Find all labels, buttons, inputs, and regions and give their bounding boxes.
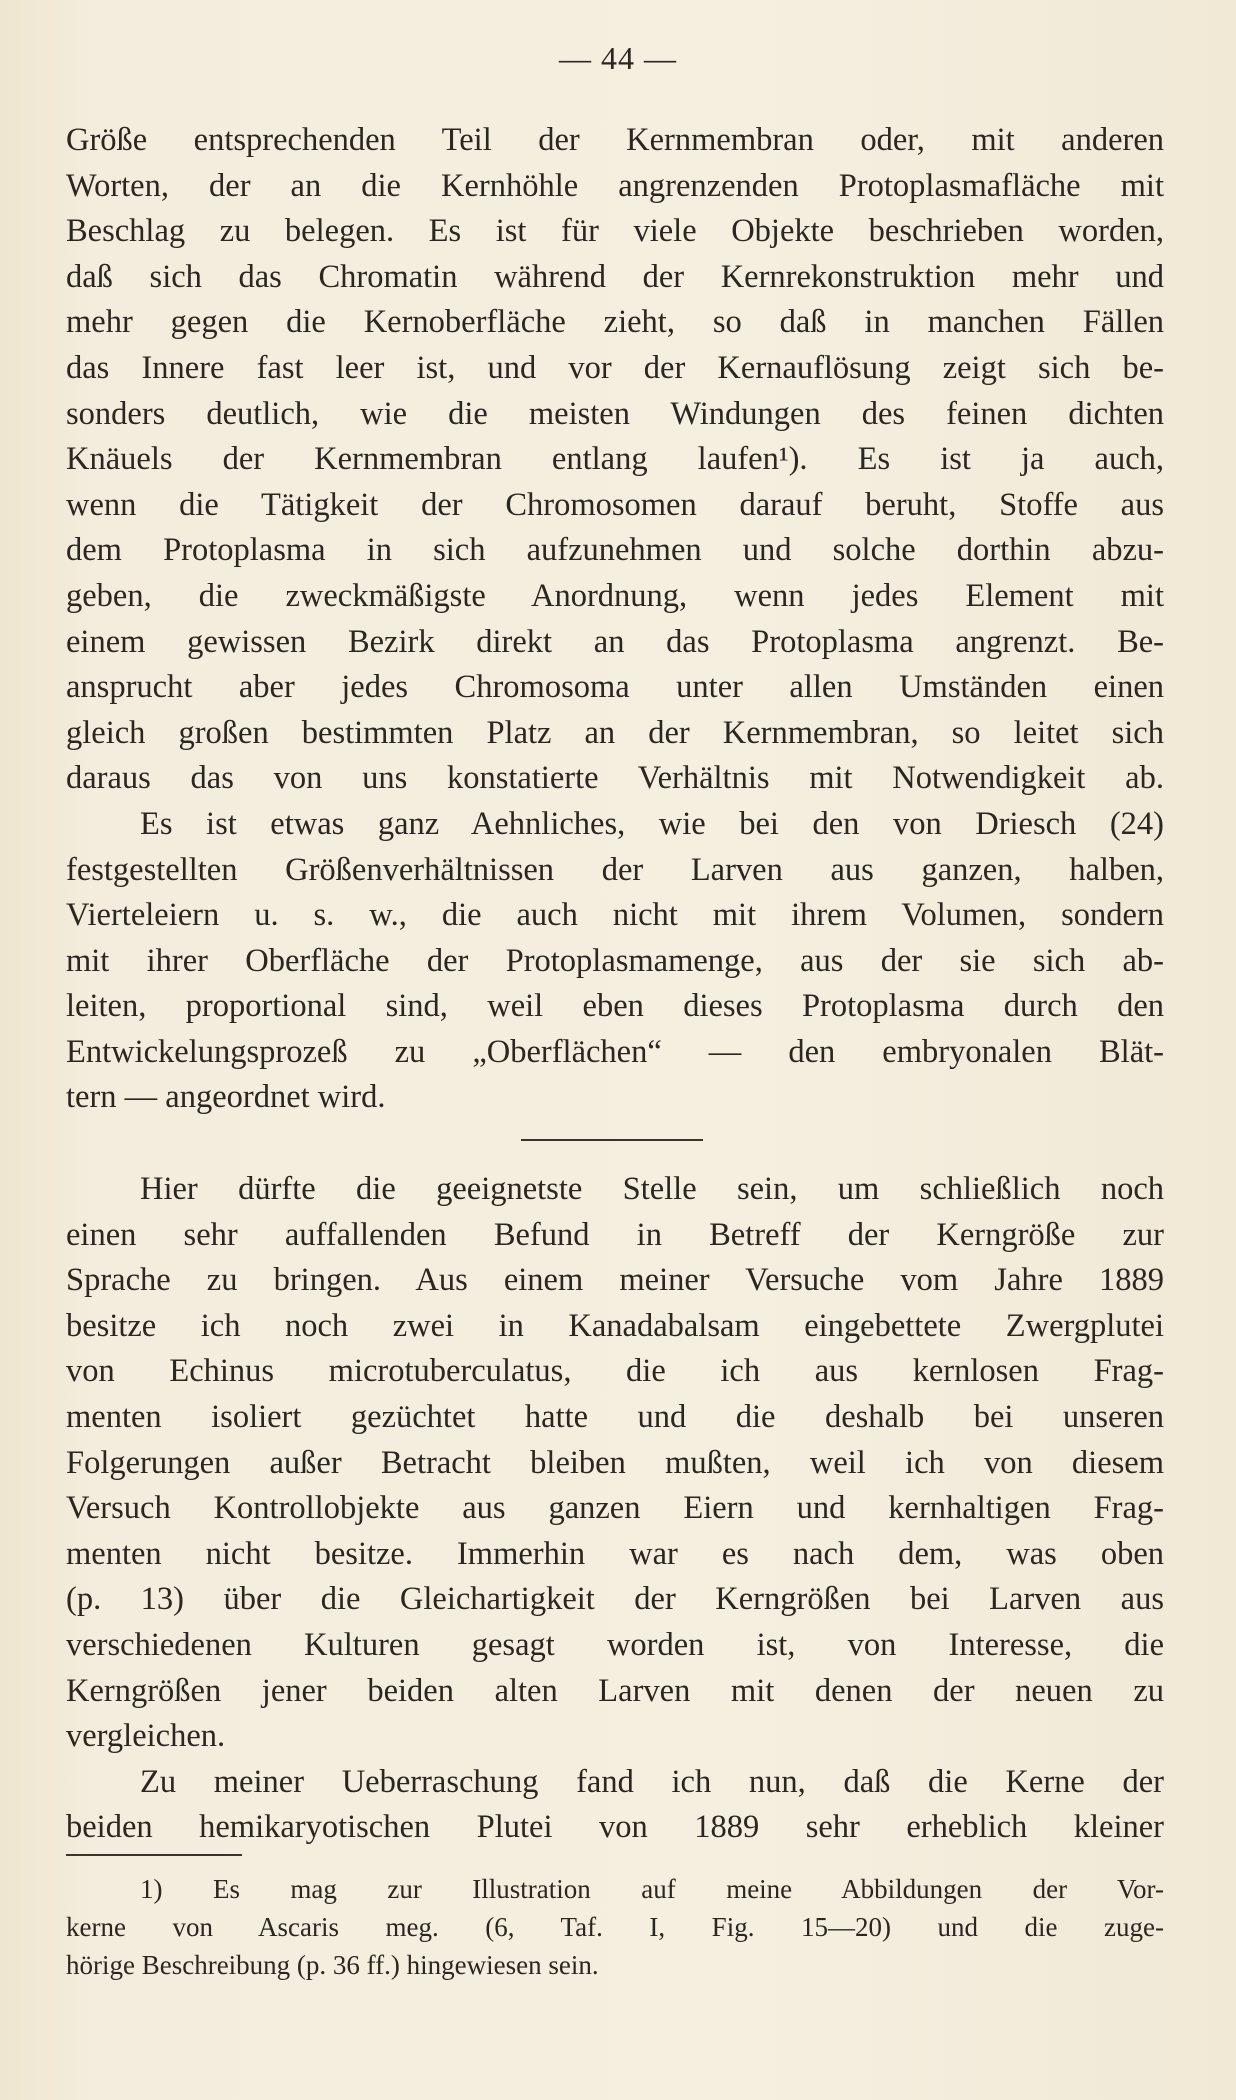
paragraph <box>66 1760 1164 1851</box>
text-block-upper <box>66 118 1164 1121</box>
text-line: gleich großen bestimmten Platz an der Kernmembran, so leitet sich <box>66 714 1164 751</box>
text-line: wenn die Tätigkeit der Chromosomen darauf beruht, Stoffe aus <box>66 486 1164 523</box>
text-line: von Echinus microtuberculatus, die ich aus kernlosen Frag- <box>66 1353 1164 1390</box>
text-line: einem gewissen Bezirk direkt an das Protoplasma angrenzt. Be- <box>66 623 1164 660</box>
text-line: Es ist etwas ganz Aehnliches, wie bei den von Driesch (24) <box>140 805 1164 842</box>
text-line: Entwickelungsprozeß zu „Oberflächen“ — den embryonalen Blät- <box>66 1033 1164 1070</box>
text-line: Folgerungen außer Betracht bleiben mußten, weil ich von diesem <box>66 1444 1164 1481</box>
text-line: Knäuels der Kernmembran entlang laufen¹). Es ist ja auch, <box>66 441 1164 478</box>
text-line: Zu meiner Ueberraschung fand ich nun, daß die Kerne der <box>140 1763 1164 1800</box>
paragraph <box>66 118 1164 802</box>
text-line: Kerngrößen jener beiden alten Larven mit denen der neuen zu <box>66 1672 1164 1709</box>
text-line: verschiedenen Kulturen gesagt worden ist, von Interesse, die <box>66 1626 1164 1663</box>
text-line: (p. 13) über die Gleichartigkeit der Kerngrößen bei Larven aus <box>66 1581 1164 1618</box>
text-line: Beschlag zu belegen. Es ist für viele Objekte beschrieben worden, <box>66 213 1164 250</box>
text-line: daß sich das Chromatin während der Kernrekonstruktion mehr und <box>66 258 1164 295</box>
text-line: tern — angeordnet wird. <box>66 1079 386 1116</box>
text-line: einen sehr auffallenden Befund in Betreff der Kerngröße zur <box>66 1216 1164 1253</box>
text-line: Sprache zu bringen. Aus einem meiner Versuche vom Jahre 1889 <box>66 1262 1164 1299</box>
footnote <box>66 1870 1164 1984</box>
footnote-line: 1) Es mag zur Illustration auf meine Abbildungen der Vor- <box>140 1874 1164 1904</box>
text-line: Vierteleiern u. s. w., die auch nicht mit ihrem Volumen, sondern <box>66 897 1164 934</box>
paragraph <box>66 802 1164 1121</box>
text-line: mit ihrer Oberfläche der Protoplasmamenge, aus der sie sich ab- <box>66 942 1164 979</box>
text-line: menten nicht besitze. Immerhin war es nach dem, was oben <box>66 1535 1164 1572</box>
text-line: Versuch Kontrollobjekte aus ganzen Eiern und kernhaltigen Frag- <box>66 1490 1164 1527</box>
text-line: dem Protoplasma in sich aufzunehmen und solche dorthin abzu- <box>66 532 1164 569</box>
text-line: geben, die zweckmäßigste Anordnung, wenn jedes Element mit <box>66 577 1164 614</box>
text-line: daraus das von uns konstatierte Verhältnis mit Notwendigkeit ab. <box>66 760 1164 797</box>
text-line: menten isoliert gezüchtet hatte und die deshalb bei unseren <box>66 1398 1164 1435</box>
text-line: Worten, der an die Kernhöhle angrenzenden Protoplasmafläche mit <box>66 167 1164 204</box>
text-line: vergleichen. <box>66 1718 226 1755</box>
section-divider <box>521 1139 703 1141</box>
paragraph <box>66 1167 1164 1760</box>
footnote-divider <box>66 1854 242 1856</box>
text-line: leiten, proportional sind, weil eben dieses Protoplasma durch den <box>66 988 1164 1025</box>
text-line: beiden hemikaryotischen Plutei von 1889 sehr erheblich kleiner <box>66 1809 1164 1846</box>
text-line: Hier dürfte die geeignetste Stelle sein, um schließlich noch <box>140 1171 1164 1207</box>
footnote-line: kerne von Ascaris meg. (6, Taf. I, Fig. 15—20) und die zuge- <box>66 1912 1164 1942</box>
text-line: das Innere fast leer ist, und vor der Kernauflösung zeigt sich be- <box>66 349 1164 386</box>
text-line: mehr gegen die Kernoberfläche zieht, so daß in manchen Fällen <box>66 304 1164 341</box>
text-line: besitze ich noch zwei in Kanadabalsam eingebettete Zwergplutei <box>66 1307 1164 1344</box>
text-line: ansprucht aber jedes Chromosoma unter allen Umständen einen <box>66 669 1164 706</box>
page-number: — 44 — <box>559 40 677 76</box>
text-line: Größe entsprechenden Teil der Kernmembran oder, mit anderen <box>66 122 1164 158</box>
text-block-lower <box>66 1167 1164 1851</box>
text-line: festgestellten Größenverhältnissen der Larven aus ganzen, halben, <box>66 851 1164 888</box>
footnote-line: hörige Beschreibung (p. 36 ff.) hingewiesen sein. <box>66 1950 599 1980</box>
text-line: sonders deutlich, wie die meisten Windungen des feinen dichten <box>66 395 1164 432</box>
